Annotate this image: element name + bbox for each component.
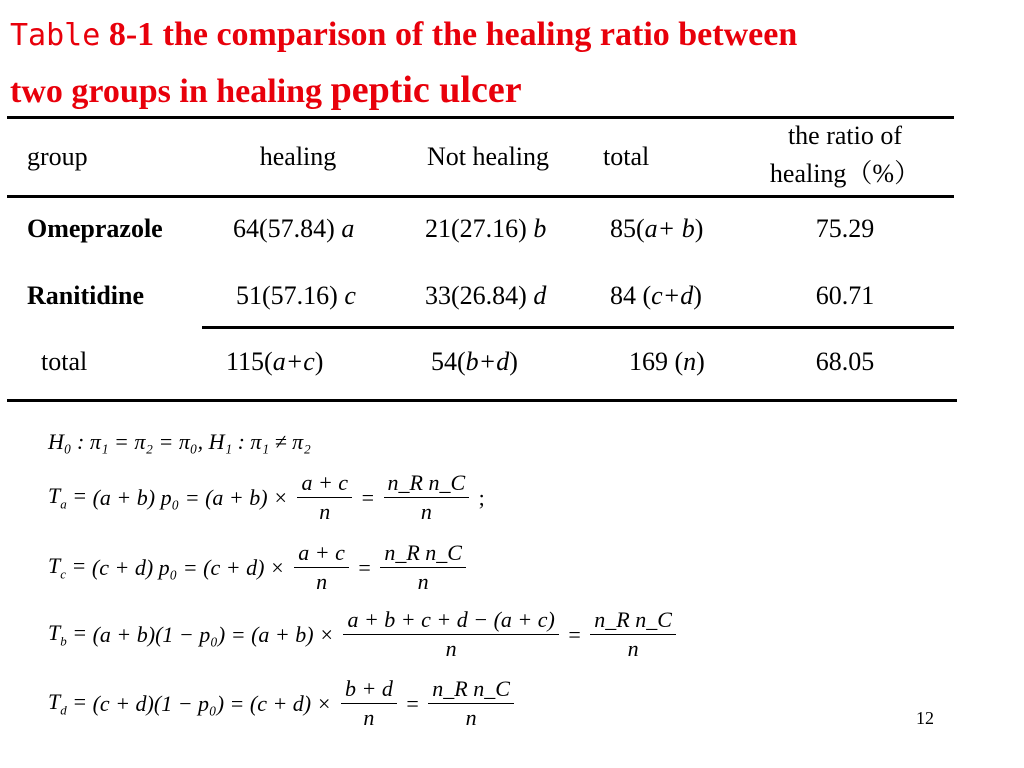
page-number: 12 bbox=[916, 708, 934, 728]
header-not-healing: Not healing bbox=[426, 142, 550, 171]
header-ratio-line2: healing（%） bbox=[769, 159, 921, 188]
row-not-healing: 21(27.16) b bbox=[425, 214, 547, 243]
title-line1: the comparison of the healing ratio between bbox=[162, 16, 798, 53]
total-healing: 115(a+c) bbox=[226, 347, 324, 376]
header-total: total bbox=[603, 142, 650, 171]
body-bottom-rule bbox=[202, 326, 954, 329]
total-not-healing: 54(b+d) bbox=[431, 347, 518, 376]
row-ratio: 60.71 bbox=[815, 281, 875, 310]
title-tail: peptic ulcer bbox=[330, 69, 522, 111]
table-top-rule bbox=[7, 116, 954, 119]
table-bottom-rule bbox=[7, 399, 957, 402]
header-healing: healing bbox=[259, 142, 337, 171]
title-prefix: Table bbox=[10, 18, 101, 53]
row-not-healing: 33(26.84) d bbox=[425, 281, 547, 310]
row-total: 84 (c+d) bbox=[610, 281, 702, 310]
total-total: 169 (n) bbox=[629, 347, 705, 376]
title-number: 8-1 bbox=[108, 16, 155, 53]
row-healing: 51(57.16) c bbox=[236, 281, 356, 310]
slide-title bbox=[10, 8, 1010, 119]
hypothesis-formula: H₀ : π₁ = π₂ = π₀, H₁ : π₁ ≠ π₂ bbox=[48, 429, 311, 454]
row-ratio: 75.29 bbox=[815, 214, 875, 243]
formula-td: $T_d = (c + d)(1 - p_0) = (c + d)$ × $\frac{b + d}{n}$ = $\frac{\text{n\_R n\_C}}{n}$ bbox=[48, 675, 518, 732]
row-group-label: Ranitidine bbox=[27, 281, 145, 310]
header-ratio-line1: the ratio of bbox=[787, 121, 903, 150]
row-healing: 64(57.84) a bbox=[233, 214, 355, 243]
row-group-label: Omeprazole bbox=[27, 214, 163, 243]
formula-tb: $T_b = (a + b)(1 - p_0) = (a + b)$ × $\frac{a + b + c + d - (a + c)}{n}$ = $\frac{\text{n\_R n\_C}}{n}$ bbox=[48, 606, 680, 663]
header-group: group bbox=[27, 142, 88, 171]
title-line2: two groups in healing bbox=[10, 73, 323, 110]
total-label: total bbox=[41, 347, 88, 376]
formula-ta: $T_a = (a + b) p_0 = (a + b)$ × $\frac{a + c}{n}$ = $\frac{\text{n\_R n\_C}}{n}$ ; bbox=[48, 470, 485, 524]
row-total: 85(a+ b) bbox=[610, 214, 704, 243]
total-ratio: 68.05 bbox=[815, 347, 875, 376]
formula-tc: $T_c = (c + d) p_0 = (c + d)$ × $\frac{a + c}{n}$ = $\frac{\text{n\_R n\_C}}{n}$ bbox=[48, 539, 470, 596]
header-bottom-rule bbox=[7, 195, 954, 198]
